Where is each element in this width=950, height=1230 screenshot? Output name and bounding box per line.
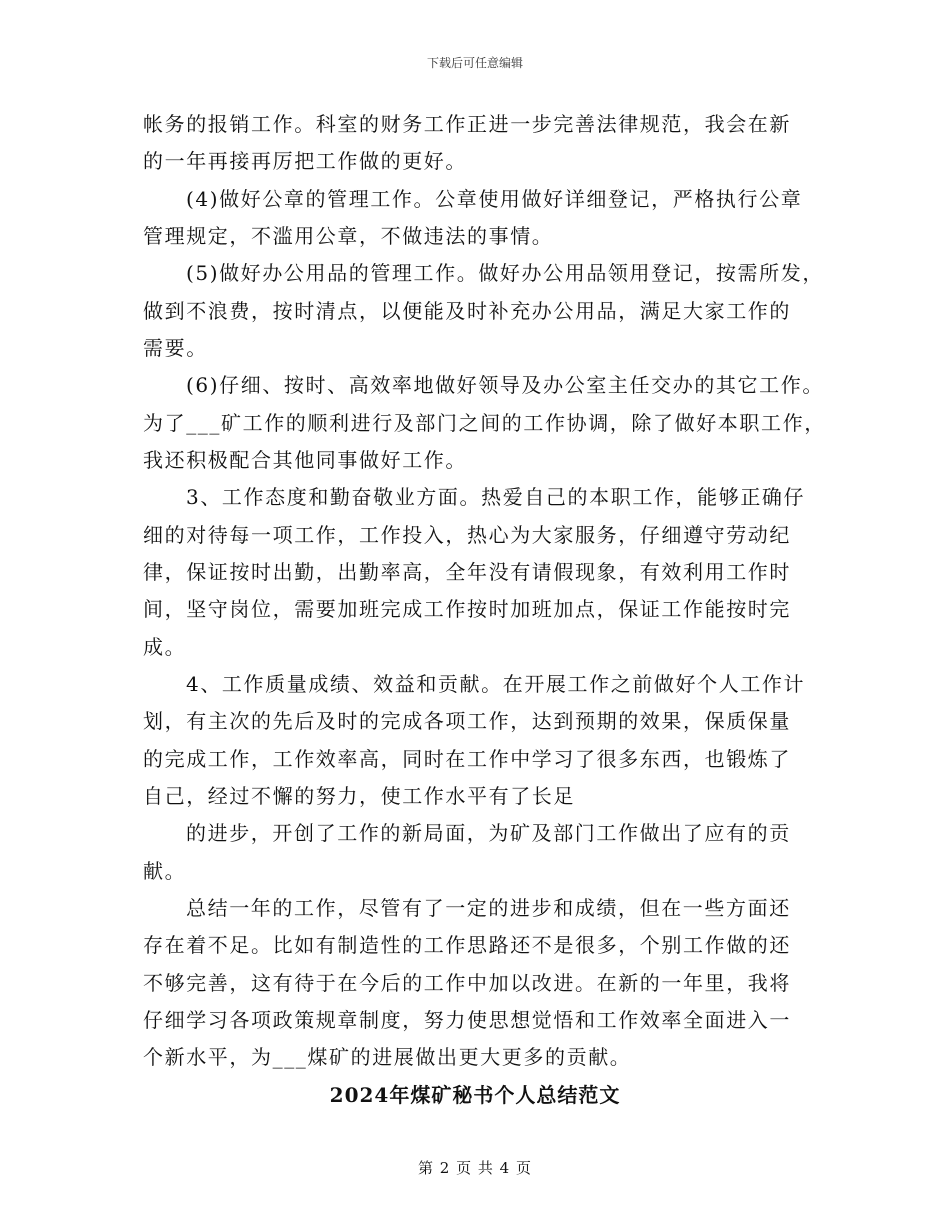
page-footer: 第 2 页 共 4 页	[418, 1159, 532, 1177]
body-line: 自己，经过不懈的努力，使工作水平有了长足	[143, 784, 575, 808]
body-line: 间，坚守岗位，需要加班完成工作按时加班加点，保证工作能按时完	[143, 597, 791, 621]
body-line: 3、工作态度和勤奋敬业方面。热爱自己的本职工作，能够正确仔	[186, 485, 806, 509]
body-line: 做到不浪费，按时清点，以便能及时补充办公用品，满足大家工作的	[143, 299, 791, 323]
body-line: 帐务的报销工作。科室的财务工作正进一步完善法律规范，我会在新	[143, 112, 791, 136]
body-line: 总结一年的工作，尽管有了一定的进步和成绩，但在一些方面还	[186, 896, 791, 920]
body-line: 存在着不足。比如有制造性的工作思路还不是很多，个别工作做的还	[143, 933, 791, 957]
body-line: 需要。	[143, 336, 208, 360]
body-line: 细的对待每一项工作，工作投入，热心为大家服务，仔细遵守劳动纪	[143, 523, 791, 547]
body-line: 成。	[143, 635, 187, 659]
body-line: 仔细学习各项政策规章制度，努力使思想觉悟和工作效率全面进入一	[143, 1008, 791, 1032]
body-line: 为了___矿工作的顺利进行及部门之间的工作协调，除了做好本职工作，	[143, 411, 826, 435]
body-line: 我还积极配合其他同事做好工作。	[143, 448, 467, 472]
body-line: 4、工作质量成绩、效益和贡献。在开展工作之前做好个人工作计	[186, 672, 806, 696]
body-line: 不够完善，这有待于在今后的工作中加以改进。在新的一年里，我将	[143, 971, 791, 995]
body-line: 管理规定，不滥用公章，不做违法的事情。	[143, 224, 554, 248]
body-line: 的一年再接再厉把工作做的更好。	[143, 149, 467, 173]
body-line: (6)仔细、按时、高效率地做好领导及办公室主任交办的其它工作。	[186, 373, 824, 397]
body-line: 的完成工作，工作效率高，同时在工作中学习了很多东西，也锻炼了	[143, 747, 791, 771]
next-document-title: 2024年煤矿秘书个人总结范文	[329, 1083, 621, 1107]
body-line: (5)做好办公用品的管理工作。做好办公用品领用登记，按需所发，	[186, 261, 824, 285]
body-line: 律，保证按时出勤，出勤率高，全年没有请假现象，有效利用工作时	[143, 560, 791, 584]
body-line: 划，有主次的先后及时的完成各项工作，达到预期的效果，保质保量	[143, 709, 791, 733]
body-line: (4)做好公章的管理工作。公章使用做好详细登记，严格执行公章	[186, 187, 803, 211]
header-note: 下载后可任意编辑	[426, 56, 523, 70]
body-line: 的进步，开创了工作的新局面，为矿及部门工作做出了应有的贡	[186, 821, 791, 845]
body-line: 个新水平，为___煤矿的进展做出更大更多的贡献。	[143, 1045, 632, 1069]
body-line: 献。	[143, 859, 187, 883]
